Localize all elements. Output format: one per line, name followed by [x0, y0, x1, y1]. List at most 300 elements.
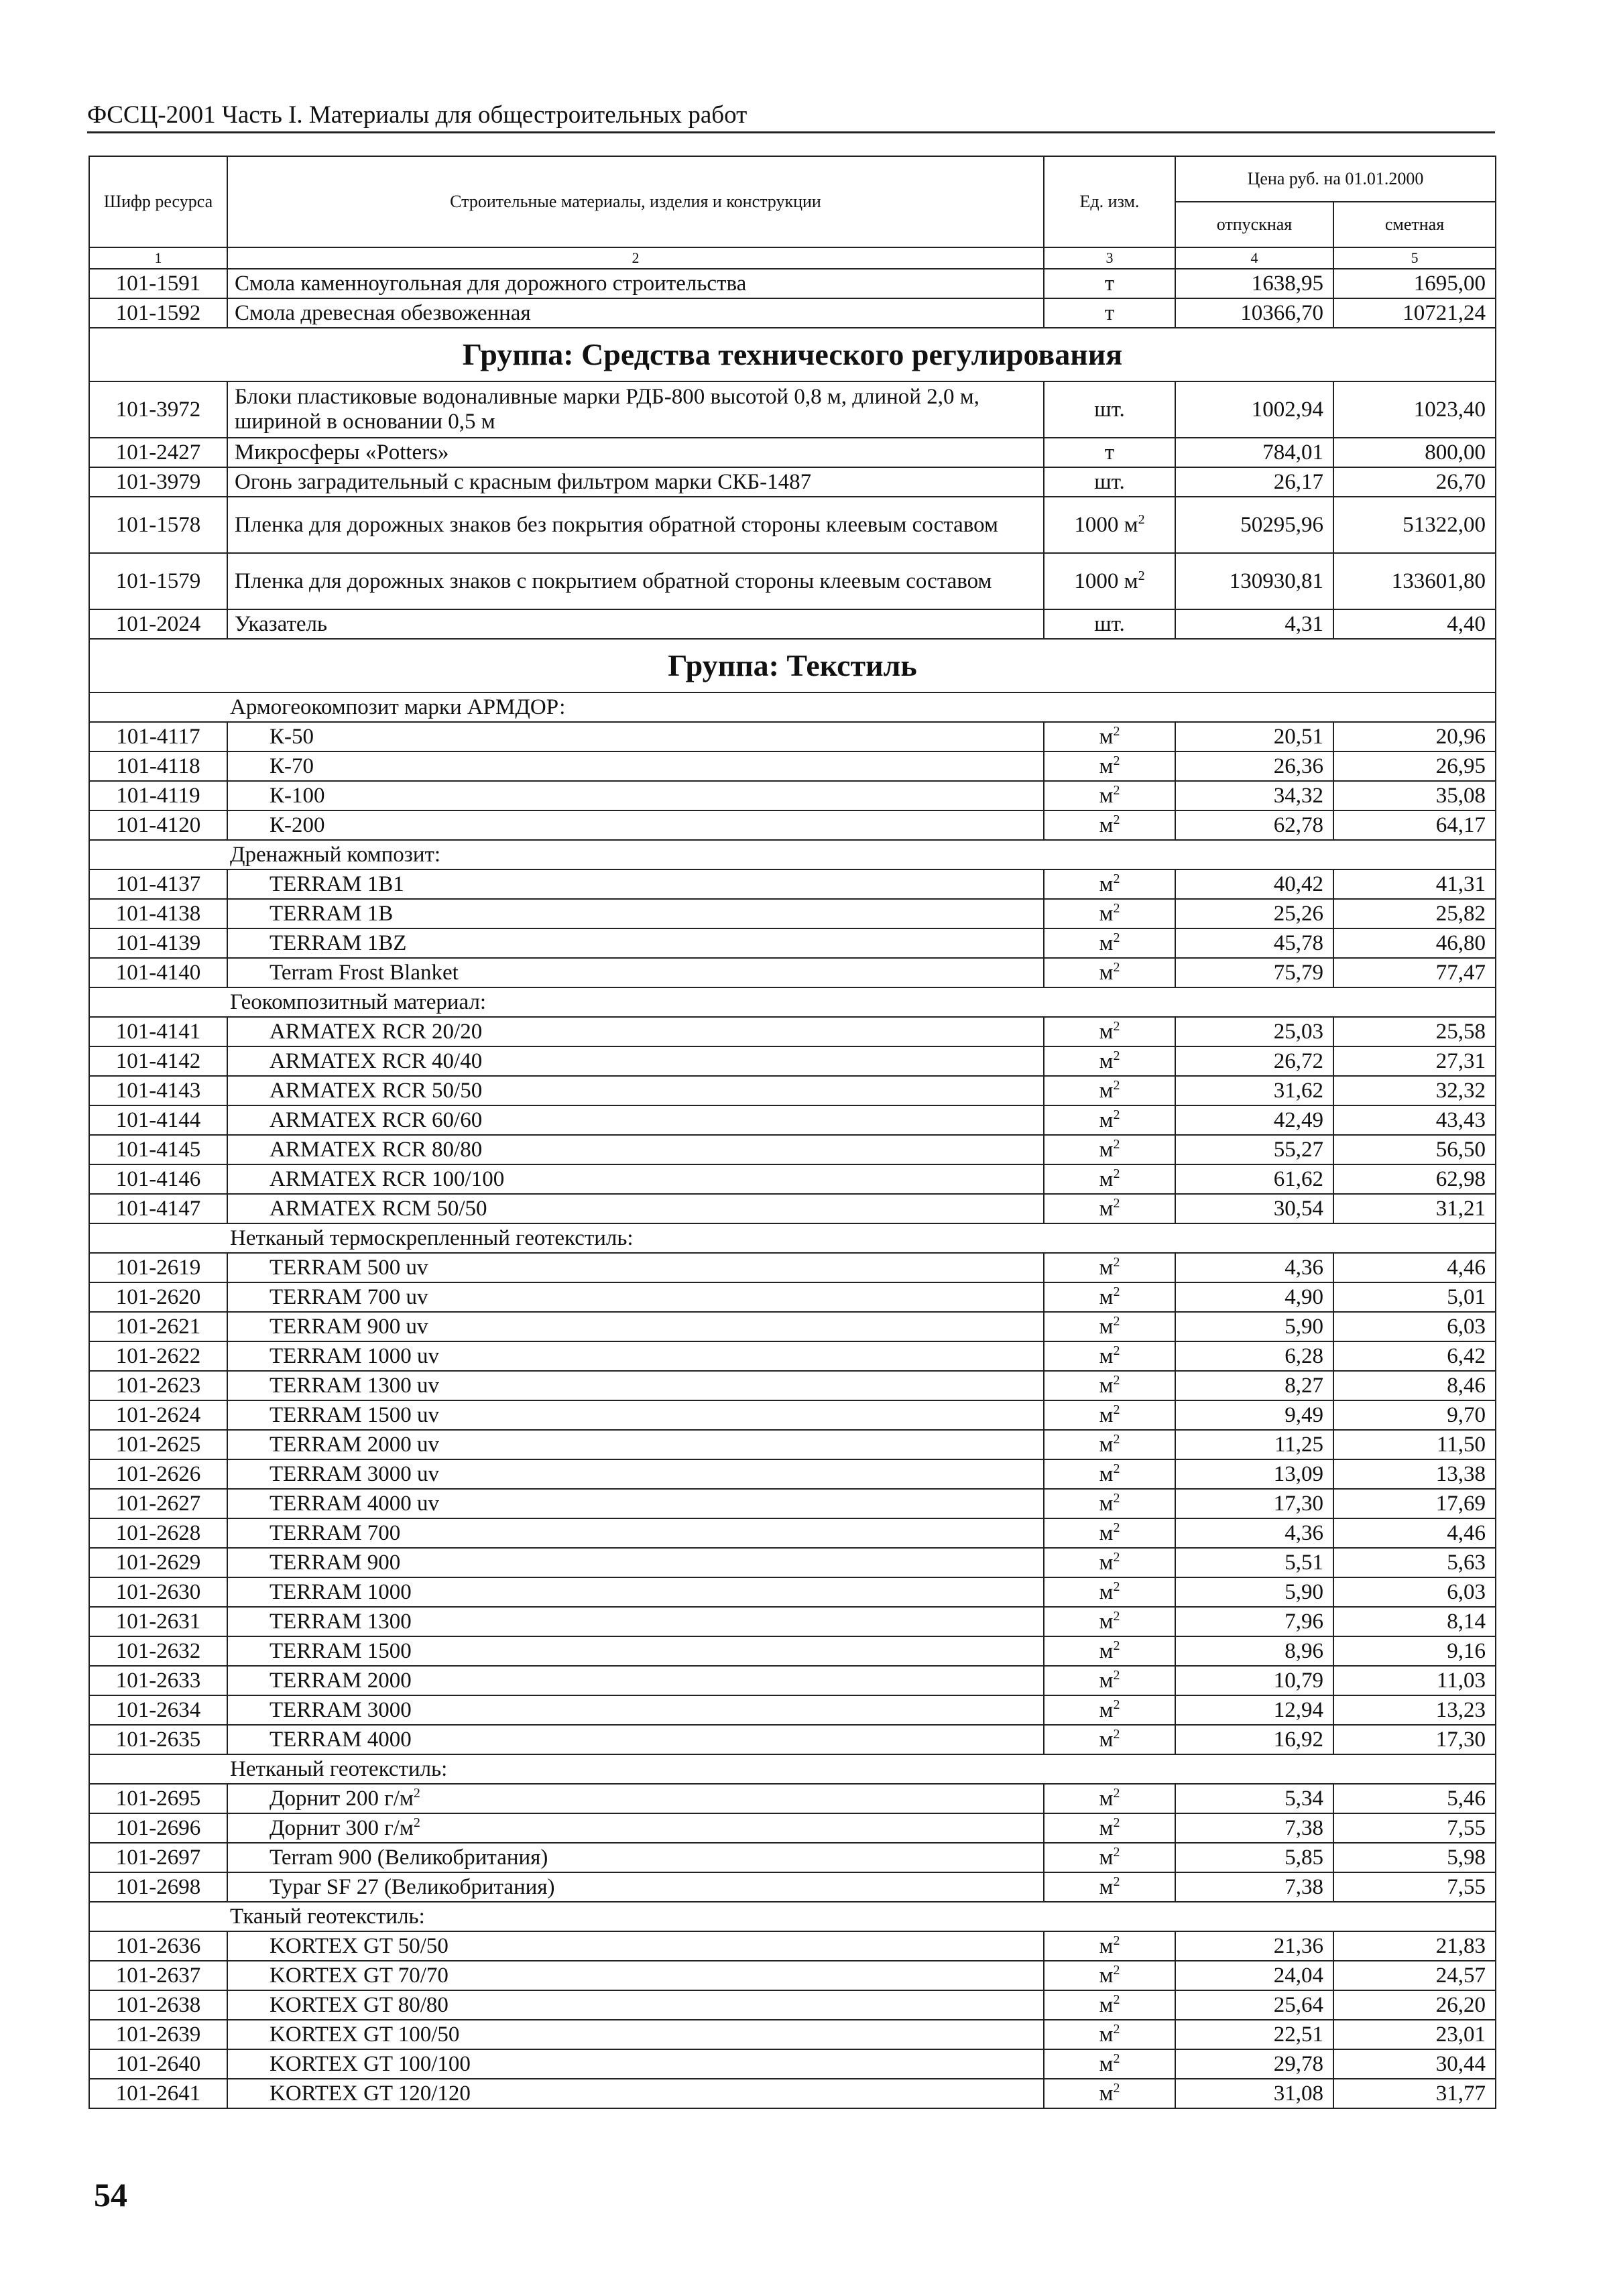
- unit: [1044, 1489, 1175, 1518]
- unit-text: м: [1099, 1993, 1114, 2017]
- material-name-text: TERRAM 900: [270, 1551, 401, 1575]
- unit-text: м: [1099, 1374, 1114, 1398]
- unit: [1044, 722, 1175, 751]
- estimate-price-text: 62,98: [1435, 1167, 1486, 1191]
- unit-text: м: [1099, 961, 1114, 985]
- release-price: [1175, 899, 1333, 928]
- table-row: [89, 1105, 1496, 1135]
- release-price-text: 9,49: [1285, 1403, 1323, 1427]
- header-release-price: отпускная: [1175, 202, 1333, 247]
- material-name-text: TERRAM 1BZ: [270, 931, 407, 955]
- resource-code: [89, 1548, 227, 1577]
- material-name: [227, 1194, 1044, 1223]
- estimate-price-text: 13,38: [1435, 1462, 1486, 1486]
- material-name: [227, 553, 1044, 609]
- table-row: [89, 1577, 1496, 1607]
- estimate-price: [1333, 1607, 1496, 1636]
- release-price: [1175, 1253, 1333, 1282]
- table-row: [89, 1430, 1496, 1459]
- material-name: [227, 1164, 1044, 1194]
- unit-text: м: [1099, 1639, 1114, 1663]
- material-name: [227, 438, 1044, 467]
- release-price-text: 25,64: [1273, 1993, 1323, 2017]
- estimate-price: [1333, 1518, 1496, 1548]
- release-price: [1175, 869, 1333, 899]
- resource-code-text: 101-4138: [115, 902, 201, 926]
- release-price: [1175, 497, 1333, 553]
- unit: [1044, 1017, 1175, 1046]
- estimate-price: [1333, 1961, 1496, 1990]
- unit-text: м: [1099, 725, 1114, 749]
- material-name-text: ARMATEX RCR 50/50: [270, 1079, 483, 1103]
- subgroup-row: [89, 987, 1496, 1017]
- release-price-text: 22,51: [1273, 2022, 1323, 2047]
- unit-text: м: [1099, 872, 1114, 896]
- resource-code: [89, 1666, 227, 1695]
- estimate-price: [1333, 1135, 1496, 1164]
- subgroup-row: [89, 1754, 1496, 1784]
- release-price-text: 7,96: [1285, 1610, 1323, 1634]
- material-name-text: ARMATEX RCR 40/40: [270, 1049, 483, 1073]
- estimate-price: [1333, 1843, 1496, 1872]
- release-price: [1175, 1489, 1333, 1518]
- unit: [1044, 869, 1175, 899]
- release-price-text: 5,90: [1285, 1580, 1323, 1604]
- release-price-text: 24,04: [1273, 1963, 1323, 1988]
- table-row: [89, 722, 1496, 751]
- resource-code-text: 101-4147: [115, 1197, 201, 1221]
- material-name: [227, 1341, 1044, 1371]
- material-name: [227, 1725, 1044, 1754]
- superscript: 2: [1113, 2051, 1120, 2066]
- release-price-text: 4,36: [1285, 1256, 1323, 1280]
- estimate-price-text: 51322,00: [1403, 512, 1486, 537]
- unit-text: м: [1099, 1728, 1114, 1752]
- table-row: [89, 609, 1496, 639]
- unit: [1044, 1666, 1175, 1695]
- superscript: 2: [1113, 1196, 1120, 1211]
- material-name: [227, 958, 1044, 987]
- estimate-price: [1333, 438, 1496, 467]
- superscript: 2: [1113, 1638, 1120, 1653]
- unit: [1044, 1843, 1175, 1872]
- material-name: [227, 497, 1044, 553]
- unit: [1044, 1725, 1175, 1754]
- resource-code: [89, 1518, 227, 1548]
- resource-code-text: 101-2625: [115, 1433, 201, 1457]
- material-name-text: TERRAM 500 uv: [270, 1256, 428, 1280]
- unit: [1044, 381, 1175, 438]
- resource-code: [89, 1164, 227, 1194]
- release-price: [1175, 269, 1333, 298]
- unit: [1044, 1607, 1175, 1636]
- resource-code: [89, 1371, 227, 1400]
- estimate-price: [1333, 1784, 1496, 1813]
- estimate-price: [1333, 1105, 1496, 1135]
- unit-text: м: [1099, 1698, 1114, 1722]
- release-price: [1175, 1725, 1333, 1754]
- header-estimate-price: сметная: [1333, 202, 1496, 247]
- material-name: [227, 1312, 1044, 1341]
- estimate-price-text: 4,40: [1447, 612, 1486, 636]
- unit-text: м: [1099, 1521, 1114, 1545]
- resource-code: [89, 1135, 227, 1164]
- table-row: [89, 1489, 1496, 1518]
- unit-text: м: [1099, 1934, 1114, 1958]
- release-price-text: 6,28: [1285, 1344, 1323, 1368]
- material-name: [227, 2049, 1044, 2079]
- superscript: 2: [1113, 1137, 1120, 1152]
- release-price: [1175, 1607, 1333, 1636]
- unit: [1044, 1784, 1175, 1813]
- superscript: 2: [1113, 1048, 1120, 1063]
- release-price-text: 21,36: [1273, 1934, 1323, 1958]
- material-name: [227, 1636, 1044, 1666]
- table-row: [89, 810, 1496, 840]
- estimate-price-text: 17,30: [1435, 1728, 1486, 1752]
- estimate-price: [1333, 869, 1496, 899]
- unit-text: м: [1099, 1963, 1114, 1988]
- table-row: [89, 1813, 1496, 1843]
- resource-code: [89, 1076, 227, 1105]
- material-name: [227, 298, 1044, 328]
- superscript: 2: [1113, 1786, 1120, 1801]
- release-price-text: 20,51: [1273, 725, 1323, 749]
- estimate-price: [1333, 899, 1496, 928]
- estimate-price: [1333, 609, 1496, 639]
- material-name-text: Дорнит 200 г/м: [270, 1787, 414, 1811]
- resource-code: [89, 1282, 227, 1312]
- release-price-text: 34,32: [1273, 784, 1323, 808]
- superscript: 2: [1113, 2022, 1120, 2037]
- group-title-text: Группа: Средства технического регулирования: [462, 337, 1123, 371]
- superscript: 2: [1113, 1668, 1120, 1683]
- unit-text: м: [1099, 902, 1114, 926]
- material-name: [227, 928, 1044, 958]
- resource-code-text: 101-4144: [115, 1108, 201, 1132]
- material-name: [227, 1990, 1044, 2020]
- table-row: [89, 1843, 1496, 1872]
- estimate-price-text: 10721,24: [1403, 301, 1486, 325]
- table-row: [89, 1371, 1496, 1400]
- superscript: 2: [1113, 1815, 1120, 1830]
- table-row: [89, 869, 1496, 899]
- unit: [1044, 497, 1175, 553]
- release-price-text: 62,78: [1273, 813, 1323, 837]
- estimate-price: [1333, 1813, 1496, 1843]
- estimate-price-text: 56,50: [1435, 1138, 1486, 1162]
- material-name-text: TERRAM 1500 uv: [270, 1403, 440, 1427]
- table-row: [89, 298, 1496, 328]
- material-name: [227, 869, 1044, 899]
- table-row: [89, 1607, 1496, 1636]
- subgroup-title: [89, 1902, 1496, 1931]
- unit: [1044, 781, 1175, 810]
- table-row: [89, 1725, 1496, 1754]
- estimate-price-text: 24,57: [1435, 1963, 1486, 1988]
- material-name: [227, 1253, 1044, 1282]
- release-price: [1175, 1194, 1333, 1223]
- release-price: [1175, 2049, 1333, 2079]
- release-price: [1175, 781, 1333, 810]
- unit-text: м: [1099, 1816, 1114, 1840]
- unit: [1044, 958, 1175, 987]
- resource-code: [89, 928, 227, 958]
- release-price: [1175, 1961, 1333, 1990]
- unit: [1044, 1813, 1175, 1843]
- resource-code: [89, 1990, 227, 2020]
- material-name-text: ARMATEX RCM 50/50: [270, 1197, 487, 1221]
- table-row: [89, 751, 1496, 781]
- superscript: 2: [1113, 2081, 1120, 2096]
- resource-code: [89, 1017, 227, 1046]
- unit: [1044, 1400, 1175, 1430]
- release-price-text: 25,26: [1273, 902, 1323, 926]
- estimate-price: [1333, 781, 1496, 810]
- superscript: 2: [1113, 1078, 1120, 1093]
- estimate-price-text: 4,46: [1447, 1256, 1486, 1280]
- unit-text: м: [1099, 1492, 1114, 1516]
- material-name-text: Пленка для дорожных знаков без покрытия обратной стороны клеевым составом: [235, 512, 998, 537]
- release-price-text: 11,25: [1274, 1433, 1323, 1457]
- table-row: [89, 1076, 1496, 1105]
- material-name: [227, 1843, 1044, 1872]
- unit-text: м: [1099, 1315, 1114, 1339]
- release-price-text: 55,27: [1273, 1138, 1323, 1162]
- unit: [1044, 1371, 1175, 1400]
- estimate-price-text: 5,46: [1447, 1787, 1486, 1811]
- estimate-price-text: 31,77: [1435, 2081, 1486, 2106]
- resource-code: [89, 1341, 227, 1371]
- unit: [1044, 1459, 1175, 1489]
- release-price: [1175, 1931, 1333, 1961]
- material-name-text: TERRAM 1500: [270, 1639, 412, 1663]
- material-name-text: Блоки пластиковые водоналивные марки РДБ-800 высотой 0,8 м, длиной 2,0 м, шириной в основании 0,5 м: [235, 385, 979, 434]
- resource-code: [89, 1046, 227, 1076]
- release-price-text: 5,34: [1285, 1787, 1323, 1811]
- unit-text: м: [1099, 813, 1114, 837]
- release-price: [1175, 1813, 1333, 1843]
- resource-code-text: 101-2621: [115, 1315, 201, 1339]
- superscript: 2: [1113, 812, 1120, 827]
- material-name-text: TERRAM 4000 uv: [270, 1492, 440, 1516]
- material-name: [227, 1784, 1044, 1813]
- estimate-price: [1333, 1577, 1496, 1607]
- material-name: [227, 1017, 1044, 1046]
- superscript: 2: [1113, 1255, 1120, 1270]
- resource-code: [89, 438, 227, 467]
- release-price: [1175, 1459, 1333, 1489]
- resource-code: [89, 1961, 227, 1990]
- resource-code: [89, 1636, 227, 1666]
- resource-code-text: 101-2634: [115, 1698, 201, 1722]
- resource-code-text: 101-4146: [115, 1167, 201, 1191]
- estimate-price-text: 9,70: [1447, 1403, 1486, 1427]
- column-number: 3: [1044, 247, 1175, 269]
- table-row: [89, 1282, 1496, 1312]
- material-name-text: TERRAM 3000 uv: [270, 1462, 440, 1486]
- material-name: [227, 1695, 1044, 1725]
- unit: [1044, 269, 1175, 298]
- subgroup-title: [89, 1754, 1496, 1784]
- subgroup-title: [89, 1223, 1496, 1253]
- estimate-price-text: 41,31: [1435, 872, 1486, 896]
- release-price-text: 25,03: [1273, 1020, 1323, 1044]
- table-row: [89, 1046, 1496, 1076]
- release-price-text: 5,85: [1285, 1846, 1323, 1870]
- material-name-text: TERRAM 1300 uv: [270, 1374, 440, 1398]
- release-price: [1175, 467, 1333, 497]
- release-price-text: 61,62: [1273, 1167, 1323, 1191]
- material-name: [227, 1961, 1044, 1990]
- table-row: [89, 1253, 1496, 1282]
- table-row: [89, 2049, 1496, 2079]
- resource-code-text: 101-2632: [115, 1639, 201, 1663]
- release-price-text: 45,78: [1273, 931, 1323, 955]
- material-name: [227, 1931, 1044, 1961]
- estimate-price-text: 5,01: [1447, 1285, 1486, 1309]
- estimate-price: [1333, 928, 1496, 958]
- material-name-text: KORTEX GT 100/100: [270, 2052, 471, 2076]
- unit: [1044, 1076, 1175, 1105]
- release-price-text: 75,79: [1273, 961, 1323, 985]
- unit: [1044, 2079, 1175, 2108]
- unit: [1044, 810, 1175, 840]
- material-name-text: К-100: [270, 784, 325, 808]
- resource-code: [89, 2049, 227, 2079]
- material-name: [227, 1813, 1044, 1843]
- unit: [1044, 1872, 1175, 1902]
- material-name: [227, 269, 1044, 298]
- table-row: [89, 269, 1496, 298]
- unit-text: м: [1099, 1580, 1114, 1604]
- resource-code-text: 101-2641: [115, 2081, 201, 2106]
- material-name-text: Смола древесная обезвоженная: [235, 301, 531, 325]
- unit-text: м: [1099, 1197, 1114, 1221]
- unit: [1044, 298, 1175, 328]
- superscript: 2: [1113, 1284, 1120, 1299]
- estimate-price-text: 13,23: [1435, 1698, 1486, 1722]
- estimate-price: [1333, 1194, 1496, 1223]
- release-price-text: 31,08: [1273, 2081, 1323, 2106]
- resource-code: [89, 1607, 227, 1636]
- estimate-price: [1333, 1282, 1496, 1312]
- table-row: [89, 467, 1496, 497]
- release-price-text: 4,31: [1285, 612, 1323, 636]
- release-price-text: 26,72: [1273, 1049, 1323, 1073]
- unit-text: м: [1099, 1344, 1114, 1368]
- header-code: Шифр ресурса: [89, 156, 227, 247]
- unit-text: м: [1099, 1256, 1114, 1280]
- unit: [1044, 1282, 1175, 1312]
- release-price: [1175, 609, 1333, 639]
- column-number: 2: [227, 247, 1044, 269]
- release-price: [1175, 1784, 1333, 1813]
- material-name-text: TERRAM 700: [270, 1521, 401, 1545]
- superscript: 2: [1113, 1727, 1120, 1742]
- superscript: 2: [1113, 930, 1120, 945]
- table-row: [89, 781, 1496, 810]
- release-price: [1175, 2020, 1333, 2049]
- unit-text: м: [1099, 1167, 1114, 1191]
- unit: [1044, 1695, 1175, 1725]
- material-name-text: TERRAM 1B: [270, 902, 394, 926]
- material-name-text: К-50: [270, 725, 314, 749]
- superscript: 2: [1113, 1373, 1120, 1388]
- release-price: [1175, 553, 1333, 609]
- table-row: [89, 1636, 1496, 1666]
- table-row: [89, 1459, 1496, 1489]
- table-row: [89, 381, 1496, 438]
- resource-code: [89, 1843, 227, 1872]
- material-name-text: TERRAM 4000: [270, 1728, 412, 1752]
- unit: [1044, 553, 1175, 609]
- unit-text: м: [1099, 1787, 1114, 1811]
- release-price: [1175, 1636, 1333, 1666]
- release-price-text: 8,96: [1285, 1639, 1323, 1663]
- estimate-price: [1333, 467, 1496, 497]
- release-price: [1175, 1843, 1333, 1872]
- material-name: [227, 2020, 1044, 2049]
- superscript: 2: [1113, 1491, 1120, 1506]
- estimate-price-text: 1023,40: [1413, 397, 1486, 422]
- estimate-price-text: 11,50: [1436, 1433, 1486, 1457]
- estimate-price: [1333, 1017, 1496, 1046]
- table-row: [89, 1666, 1496, 1695]
- release-price: [1175, 1135, 1333, 1164]
- resource-code-text: 101-1592: [115, 301, 201, 325]
- unit-text: 1000 м: [1074, 512, 1138, 537]
- table-row: [89, 1518, 1496, 1548]
- table-row: [89, 1872, 1496, 1902]
- resource-code: [89, 1253, 227, 1282]
- unit: [1044, 1577, 1175, 1607]
- table-row: [89, 1400, 1496, 1430]
- estimate-price-text: 20,96: [1435, 725, 1486, 749]
- material-name: [227, 1872, 1044, 1902]
- estimate-price: [1333, 722, 1496, 751]
- unit-text: м: [1099, 1079, 1114, 1103]
- resource-code: [89, 1430, 227, 1459]
- material-name-text: TERRAM 1300: [270, 1610, 412, 1634]
- resource-code-text: 101-4145: [115, 1138, 201, 1162]
- estimate-price: [1333, 553, 1496, 609]
- subgroup-row: [89, 1223, 1496, 1253]
- release-price: [1175, 1164, 1333, 1194]
- resource-code: [89, 1489, 227, 1518]
- material-name-text: К-200: [270, 813, 325, 837]
- release-price: [1175, 1312, 1333, 1341]
- superscript: 2: [1113, 1166, 1120, 1181]
- release-price-text: 10,79: [1273, 1669, 1323, 1693]
- column-number: 1: [89, 247, 227, 269]
- material-name: [227, 1518, 1044, 1548]
- resource-code-text: 101-4140: [115, 961, 201, 985]
- unit-text: т: [1104, 301, 1115, 325]
- subgroup-title: [89, 987, 1496, 1017]
- estimate-price: [1333, 1489, 1496, 1518]
- release-price-text: 784,01: [1262, 440, 1323, 465]
- release-price-text: 7,38: [1285, 1875, 1323, 1899]
- group-title: [89, 328, 1496, 381]
- release-price-text: 16,92: [1273, 1728, 1323, 1752]
- material-name: [227, 751, 1044, 781]
- table-row: [89, 1017, 1496, 1046]
- material-name: [227, 722, 1044, 751]
- subgroup-row: [89, 692, 1496, 722]
- unit: [1044, 1931, 1175, 1961]
- unit: [1044, 1194, 1175, 1223]
